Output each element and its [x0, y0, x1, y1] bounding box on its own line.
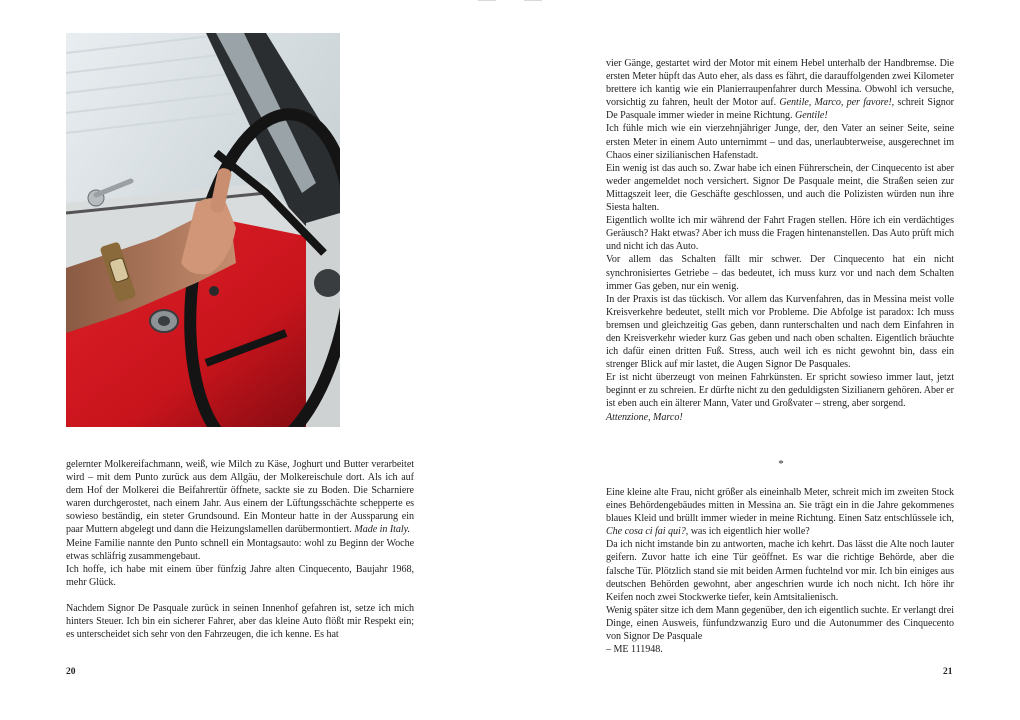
paragraph: vier Gänge, gestartet wird der Motor mit einem Hebel unterhalb der Handbremse. Die ersten Meter hüpft das Auto eher, als dass es fährt, die darauffolgenden zwei Kilometer brettere ich kantig wie ein Planierraupenfahrer durch Messina. Obwohl ich versuche, vorsichtig zu fahren, heult der Motor auf. Gentile, Marco, per favore!, schreit Signor De Pasquale immer wieder in meine Richtung. Gentile!: [606, 58, 954, 122]
paragraph: Eigentlich wollte ich mir während der Fahrt Fragen stellen. Höre ich ein verdächtiges Geräusch? Hakt etwas? Aber ich muss die Fragen hintenanstellen. Das Auto prüft mich und nicht ich das Auto.: [606, 215, 954, 253]
paragraph: Eine kleine alte Frau, nicht größer als eineinhalb Meter, schreit mich im zweiten Stock eines Behördengebäudes mitten in Messina an. Sie trägt ein in die Jahre gekommenes blaues Kleid und brüllt immer wieder in meine Richtung. Einen Satz entschlüssele ich, Che cosa ci fai qui?, was ich eigentlich hier wolle?: [606, 487, 954, 538]
paragraph: Ich hoffe, ich habe mit einem über fünfzig Jahre alten Cinquecento, Baujahr 1968, mehr Glück.: [66, 563, 414, 588]
photo-illustration: [66, 33, 340, 427]
section-break-asterisk: *: [778, 458, 784, 470]
left-body-text: [66, 458, 414, 641]
paragraph: – ME 111948.: [606, 644, 663, 656]
paragraph: Meine Familie nannte den Punto schnell ein Montagsauto: wohl zu Beginn der Woche etwas schläfrig zusammengebaut.: [66, 537, 414, 562]
page-number: 21: [943, 667, 953, 677]
paragraph: gelernter Molkereifachmann, weiß, wie Milch zu Käse, Joghurt und Butter verarbeitet wird – mit dem Punto zurück aus dem Allgäu, der Molkereischule dort. Als ich auf dem Hof der Molkerei die Beifahrertür öffnete, sackte sie zu Boden. Die Scharniere waren durchgerostet, nach einem Jahr. Aus einem der Lüftungsschächte schepperte es sowieso beständig, ein steter Grundsound. Ein Monteur hatte in der Aussparung ein paar Muttern abgelegt und dann die Heizungslamellen darübermontiert. Made in Italy.: [66, 459, 414, 536]
paragraph: Nachdem Signor De Pasquale zurück in seinen Innenhof gefahren ist, setze ich mich hinters Steuer. Ich bin ein sicherer Fahrer, aber das kleine Auto flößt mir Respekt ein; es unterscheidet sich sehr von den Fahrzeugen, die ich kenne. Es hat: [66, 602, 414, 641]
right-page: [510, 0, 1020, 720]
paragraph: Attenzione, Marco!: [606, 411, 683, 423]
paragraph: Er ist nicht überzeugt von meinen Fahrkünsten. Er spricht sowieso immer laut, jetzt beginnt er zu schreien. Er dürfte nicht zu den geduldigsten Sizilianern gehören. Aber er ist eben auch ein älterer Mann, Vater und Großvater – streng, aber sorgend.: [606, 372, 954, 410]
paragraph: Da ich nicht imstande bin zu antworten, mache ich kehrt. Das lässt die Alte noch lauter geifern. Zuvor hatte ich eine Tür geöffnet. Es war die richtige Behörde, aber die falsche Tür. Plötzlich stand sie mit beiden Armen fuchtelnd vor mir. Ich bin einiges aus deutschen Behörden gewohnt, aber angeschrien wurde ich noch nicht. Ich höre ihr Keifen noch zwei Stockwerke tiefer, kein Amtsitalienisch.: [606, 539, 954, 603]
paragraph: In der Praxis ist das tückisch. Vor allem das Kurvenfahren, das in Messina meist volle Kreisverkehre bedeutet, stellt mich vor Probleme. Die Abfolge ist paradox: Ich muss bremsen und gleichzeitig Gas geben, dann runterschalten und nach dem Einfahren in den Kreisverkehr wieder kurz Gas geben und nach oben schalten. Eigentlich bräuchte ich dafür einen dritten Fuß. Stress, auch weil ich es nicht gewohnt bin, dass ein strenger Blick auf mir lastet, die Augen Signor De Pasquales.: [606, 293, 954, 371]
right-body-text: [606, 57, 954, 424]
page-number: 20: [66, 667, 76, 677]
car-interior-photo: [66, 33, 340, 427]
paragraph: Wenig später sitze ich dem Mann gegenüber, den ich eigentlich suchte. Er verlangt drei Dinge, einen Ausweis, fünfundzwanzig Euro und die Autonummer des Cinquecento von Signor De Pasquale: [606, 604, 954, 643]
paragraph: Ein wenig ist das auch so. Zwar habe ich einen Führerschein, der Cinquecento ist aber weder angemeldet noch versichert. Signor De Pasquale meint, die Straßen seien zur Mittagszeit leer, die Geschäfte geschlossen, und auch die Polizisten würden nun ihre Siesta halten.: [606, 162, 954, 214]
paragraph: Ich fühle mich wie ein vierzehnjähriger Junge, der, den Vater an seiner Seite, seine ersten Meter in einem Auto unternimmt – und das, unerlaubterweise, ausgerechnet im Chaos einer sizilianischen Hafenstadt.: [606, 123, 954, 161]
right-body-text-continued: [606, 486, 954, 656]
paragraph: Vor allem das Schalten fällt mir schwer. Der Cinquecento hat ein nicht synchronisiertes Getriebe – das bedeutet, ich muss kurz vor und nach dem Schalten immer Gas geben, nur ein wenig.: [606, 254, 954, 292]
